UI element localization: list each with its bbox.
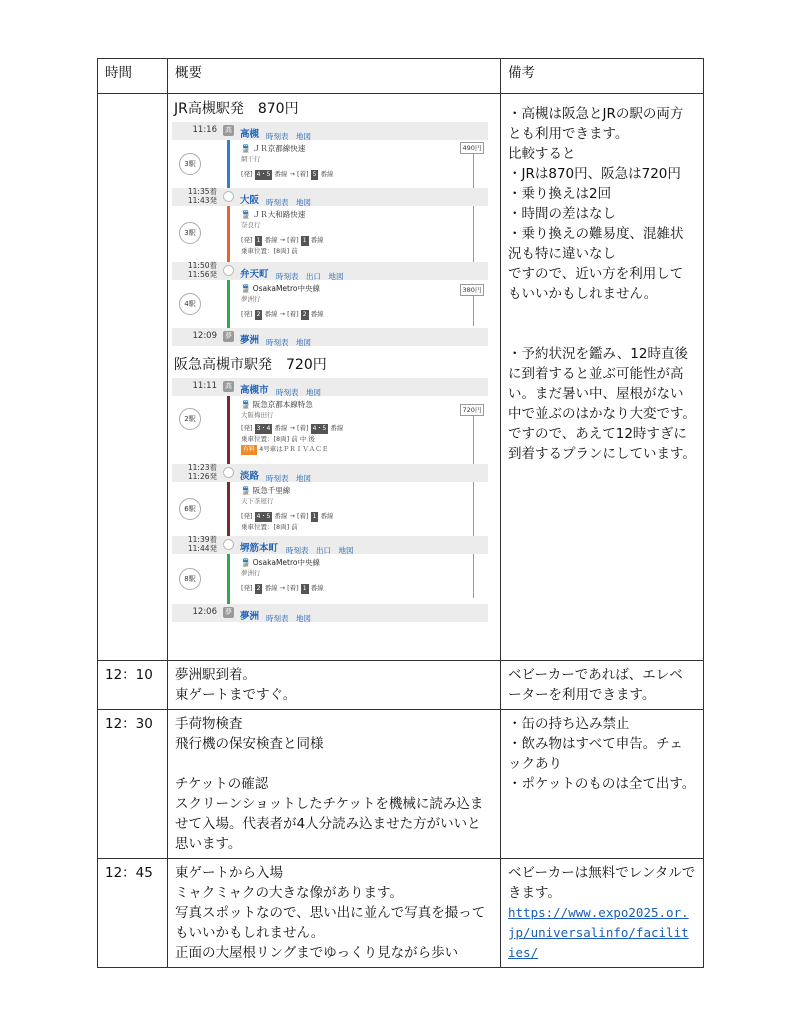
route2-segment-3: 8駅 🚆 OsakaMetro中央線 夢洲行 [発] 2 番線 → [着] 1 番線 [172, 554, 488, 604]
header-overview: 概要 [168, 59, 501, 94]
row-time: 12：45 [98, 859, 168, 968]
route2-station-yumeshima: 12:06 夢 夢洲 時刻表 地図 [172, 604, 488, 622]
fare-box: 490円 [460, 142, 484, 154]
row1-overview [168, 94, 501, 661]
stop-count-badge: 6駅 [179, 498, 201, 520]
table-row-routes [98, 94, 704, 661]
station-end-icon: 夢 [225, 608, 232, 616]
route2-segment-2: 6駅 🚆 阪急千里線 天下茶屋行 [発] 4・5 番線 → [着] 1 番線 乗車位置：[8両] 前 [172, 482, 488, 536]
stop-count-badge: 4駅 [179, 293, 201, 315]
station-start-icon: 高 [225, 126, 232, 134]
fare-box: 720円 [460, 404, 484, 416]
route1-segment-3: 4駅 🚆 OsakaMetro中央線 夢洲行 [発] 2 番線 → [着] 2 番線 380円 [172, 280, 488, 328]
row-notes: ベビーカーは無料でレンタルできます。 https://www.expo2025.or.jp/universalinfo/facilities/ [501, 859, 704, 968]
route1-title: JR高槻駅発 870円 [174, 101, 299, 117]
route1-station-osaka: 11:35着 11:43発 大阪 時刻表 地図 [172, 188, 488, 206]
row-overview: 東ゲートから入場 ミャクミャクの大きな像があります。 写真スポットなので、思い出に並んで写真を撮ってもいいかもしれません。 正面の大屋根リングまでゆっくり見ながら歩い [168, 859, 501, 968]
row-time: 12：30 [98, 710, 168, 859]
train-icon: 🚆 [241, 400, 251, 409]
station-start-icon: 高 [225, 382, 232, 390]
stop-count-badge: 3駅 [179, 153, 201, 175]
schedule-table [97, 58, 704, 968]
route2-station-sakaisujihonmachi: 11:39着 11:44発 堺筋本町 時刻表 出口 地図 [172, 536, 488, 554]
header-row [98, 59, 704, 94]
table-row [98, 859, 704, 968]
route2-station-awaji: 11:23着 11:26発 淡路 時刻表 地図 [172, 464, 488, 482]
stop-count-badge: 8駅 [179, 568, 201, 590]
train-icon: 🚆 [241, 210, 251, 219]
fare-box: 380円 [460, 284, 484, 296]
table-row [98, 661, 704, 710]
row1-notes: ・高槻は阪急とJRの駅の両方とも利用できます。 比較すると ・JRは870円、阪急は720円 ・乗り換えは2回 ・時間の差はなし ・乗り換えの難易度、混雑状況も特に違いなし ですので、近い方を利用してもいいかもしれません。 ・予約状況を鑑み、12時直後に到着すると並ぶ可能性が高い。まだ暑い中、屋根がない中で並ぶのはかなり大変です。ですので、あえて12時すぎに到着するプランにしています。 [501, 94, 704, 661]
route1-panel [172, 122, 488, 346]
train-icon: 🚆 [241, 486, 251, 495]
train-icon: 🚆 [241, 284, 251, 293]
row-time: 12：10 [98, 661, 168, 710]
header-notes: 備考 [501, 59, 704, 94]
expo-facilities-link[interactable]: https://www.expo2025.or.jp/universalinfo/facilities/ [508, 905, 689, 960]
row-notes: ・缶の持ち込み禁止 ・飲み物はすべて申告。チェックあり ・ポケットのものは全て出す。 [501, 710, 704, 859]
row-overview: 手荷物検査 飛行機の保安検査と同様 チケットの確認 スクリーンショットしたチケットを機械に読み込ませて入場。代表者が4人分読み込ませた方がいいと思います。 [168, 710, 501, 859]
route1-station-bentencho: 11:50着 11:56発 弁天町 時刻表 出口 地図 [172, 262, 488, 280]
route2-segment-1: 2駅 🚆 阪急京都本線特急 大阪梅田行 [発] 3・4 番線 → [着] 4・5 番線 乗車位置：[8両] 前 中 後 有料 4号車はＰＲＩＶＡＣＥ 720円 [172, 396, 488, 464]
route1-station-takatsuki: 11:16 高 高槻 時刻表 地図 [172, 122, 488, 140]
stop-count-badge: 3駅 [179, 222, 201, 244]
route2-panel [172, 378, 488, 622]
row-overview: 夢洲駅到着。 東ゲートまですぐ。 [168, 661, 501, 710]
table-row [98, 710, 704, 859]
route2-station-takatsukishi: 11:11 高 高槻市 時刻表 地図 [172, 378, 488, 396]
train-icon: 🚆 [241, 144, 251, 153]
train-icon: 🚆 [241, 558, 251, 567]
station-end-icon: 夢 [225, 332, 232, 340]
row-notes: ベビーカーであれば、エレベーターを利用できます。 [501, 661, 704, 710]
header-time: 時間 [98, 59, 168, 94]
route1-segment-1: 3駅 🚆 ＪＲ京都線快速 網干行 [発] 4・5 番線 → [着] 5 番線 490円 [172, 140, 488, 188]
route2-title: 阪急高槻市駅発 720円 [174, 357, 327, 373]
stop-count-badge: 2駅 [179, 408, 201, 430]
route1-station-yumeshima: 12:09 夢 夢洲 時刻表 地図 [172, 328, 488, 346]
row1-time [98, 94, 168, 661]
route1-segment-2: 3駅 🚆 ＪＲ大和路快速 奈良行 [発] 1 番線 → [着] 1 番線 乗車位置：[8両] 前 [172, 206, 488, 262]
